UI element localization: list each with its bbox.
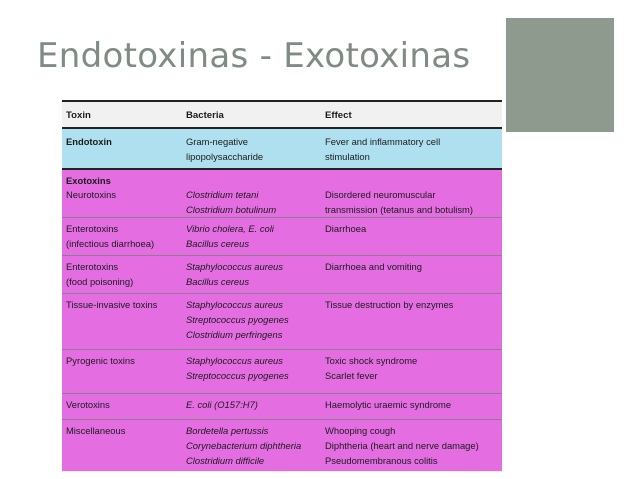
exotoxin-bacteria-line: Clostridium difficile — [186, 455, 265, 467]
exotoxin-bacteria-line: E. coli (O157:H7) — [186, 399, 258, 410]
endotoxin-bacteria — [186, 134, 263, 164]
exotoxin-effect-line: transmission (tetanus and botulism) — [325, 204, 473, 216]
exotoxin-toxin-line: (food poisoning) — [66, 276, 134, 288]
exotoxins-heading: Exotoxins — [66, 175, 111, 186]
exotoxin-effect — [325, 397, 451, 412]
exotoxin-toxin-line: Verotoxins — [66, 399, 110, 410]
exotoxin-effect-line: Diarrhoea and vomiting — [325, 261, 422, 272]
exotoxin-effect-line: Diarrhoea — [325, 223, 367, 234]
endotoxin-toxin: Endotoxin — [66, 136, 112, 147]
exotoxin-row — [62, 420, 502, 471]
header-effect: Effect — [325, 110, 352, 121]
exotoxin-toxin — [66, 397, 110, 412]
exotoxin-effect-line: Toxic shock syndrome — [325, 355, 418, 366]
exotoxin-row — [62, 350, 502, 394]
accent-box — [506, 18, 614, 132]
header-toxin: Toxin — [66, 110, 91, 121]
exotoxin-effect — [325, 297, 453, 312]
exotoxin-toxin — [66, 259, 133, 289]
exotoxin-bacteria-line: Bordetella pertussis — [186, 425, 269, 436]
exotoxin-bacteria-line: Vibrio cholera, E. coli — [186, 223, 274, 234]
endotoxin-row — [62, 129, 502, 170]
exotoxin-toxin-line: (infectious diarrhoea) — [66, 238, 155, 250]
exotoxin-toxin-line: Miscellaneous — [66, 425, 126, 436]
endotoxin-effect-line: stimulation — [325, 151, 370, 163]
exotoxin-bacteria-line: Staphylococcus aureus — [186, 261, 283, 272]
exotoxin-effect — [325, 259, 422, 274]
exotoxin-effect-line: Diphtheria (heart and nerve damage) — [325, 440, 479, 452]
table-header-row — [62, 102, 502, 129]
endotoxin-bacteria-line: lipopolysaccharide — [186, 151, 264, 163]
exotoxin-bacteria — [186, 423, 301, 469]
exotoxin-bacteria-line: Bacillus cereus — [186, 238, 250, 250]
exotoxin-row — [62, 394, 502, 420]
exotoxin-effect-line: Haemolytic uraemic syndrome — [325, 399, 452, 410]
exotoxin-bacteria — [186, 259, 283, 289]
slide-title: Endotoxinas - Exotoxinas — [37, 36, 471, 76]
exotoxin-effect-line: Pseudomembranous colitis — [325, 455, 438, 467]
exotoxin-effect — [325, 221, 366, 236]
endotoxin-bacteria-line: Gram-negative — [186, 136, 249, 147]
exotoxin-row — [62, 170, 502, 218]
exotoxin-bacteria-line: Bacillus cereus — [186, 276, 250, 288]
exotoxin-effect — [325, 353, 417, 383]
exotoxin-effect-line: Scarlet fever — [325, 370, 378, 382]
exotoxin-bacteria-line: Clostridium perfringens — [186, 329, 283, 341]
endotoxin-effect — [325, 134, 440, 164]
exotoxin-effect-line: Whooping cough — [325, 425, 396, 436]
exotoxin-effect — [325, 423, 479, 469]
exotoxin-bacteria — [186, 353, 289, 383]
exotoxin-bacteria — [186, 297, 289, 343]
exotoxin-bacteria-line: Clostridium tetani — [186, 189, 259, 201]
exotoxin-bacteria-line: Staphylococcus aureus — [186, 299, 283, 310]
exotoxin-toxin-line: Neurotoxins — [66, 189, 117, 201]
exotoxin-toxin — [66, 297, 157, 312]
exotoxin-bacteria-line: Corynebacterium diphtheria — [186, 440, 302, 452]
exotoxin-toxin-line: Pyrogenic toxins — [66, 355, 135, 366]
exotoxin-toxin-line: Enterotoxins — [66, 261, 119, 272]
exotoxin-bacteria-line: Clostridium botulinum — [186, 204, 277, 216]
exotoxin-toxin — [66, 187, 116, 202]
exotoxin-effect-line: Disordered neuromuscular — [325, 189, 436, 201]
exotoxin-row — [62, 294, 502, 350]
exotoxin-bacteria-line: Streptococcus pyogenes — [186, 314, 289, 326]
exotoxin-row — [62, 218, 502, 256]
exotoxin-bacteria-line: Streptococcus pyogenes — [186, 370, 289, 382]
exotoxin-bacteria — [186, 397, 258, 412]
endotoxin-effect-line: Fever and inflammatory cell — [325, 136, 441, 147]
exotoxin-toxin-line: Tissue-invasive toxins — [66, 299, 158, 310]
exotoxin-bacteria-line: Staphylococcus aureus — [186, 355, 283, 366]
toxin-table — [62, 100, 502, 472]
exotoxin-row — [62, 256, 502, 294]
exotoxin-bacteria — [186, 221, 274, 251]
exotoxin-bacteria — [186, 187, 276, 217]
exotoxin-toxin-line: Enterotoxins — [66, 223, 119, 234]
exotoxin-effect — [325, 187, 473, 217]
exotoxin-toxin — [66, 221, 154, 251]
exotoxin-toxin — [66, 353, 135, 368]
header-bacteria: Bacteria — [186, 110, 224, 121]
exotoxin-effect-line: Tissue destruction by enzymes — [325, 299, 454, 310]
exotoxin-toxin — [66, 423, 125, 438]
